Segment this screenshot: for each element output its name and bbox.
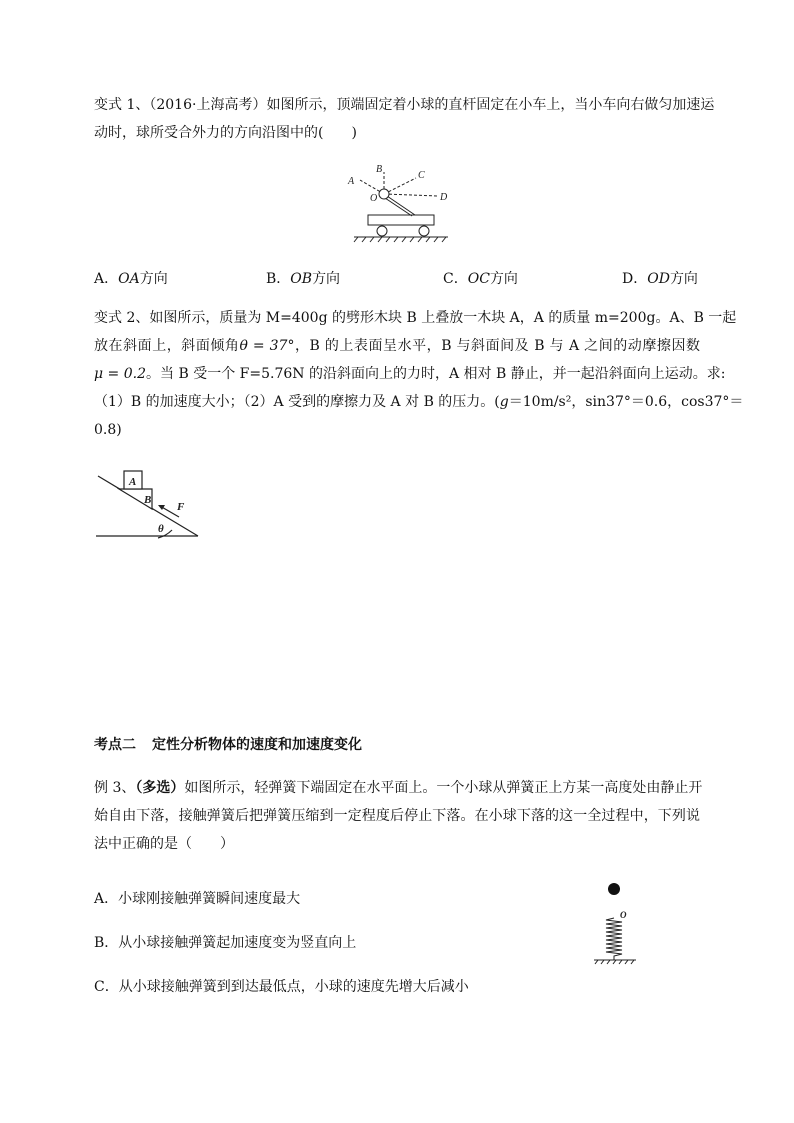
label-a: A xyxy=(129,476,137,488)
label-d: D xyxy=(440,192,448,203)
label-b: B xyxy=(144,494,152,506)
arrow-head xyxy=(158,505,165,510)
section-title: 定性分析物体的速度和加速度变化 xyxy=(152,737,362,753)
label-c: C xyxy=(418,170,425,181)
variant1-line1: 变式 1、（2016·上海高考）如图所示，顶端固定着小球的直杆固定在小车上，当小车向右做匀加速运 xyxy=(94,97,715,113)
variant1-option-d: D．OD方向 xyxy=(622,271,698,287)
section-number: 考点二 xyxy=(94,737,136,753)
example3-line3: 法中正确的是（ ） xyxy=(94,836,234,852)
example3-option-c: C．从小球接触弹簧到到达最低点，小球的速度先增大后减小 xyxy=(94,979,469,995)
variant2-line5: 0.8) xyxy=(94,422,122,438)
cart-figure xyxy=(340,158,470,246)
label-a: A xyxy=(348,176,355,187)
spring-figure xyxy=(586,876,642,968)
example3-option-b: B．从小球接触弹簧起加速度变为竖直向上 xyxy=(94,935,357,951)
label-o: O xyxy=(370,193,378,204)
ball xyxy=(608,883,620,895)
spring xyxy=(606,918,622,960)
variant1-question xyxy=(94,91,715,147)
example3-option-a: A．小球刚接触弹簧瞬间速度最大 xyxy=(94,891,301,907)
variant2-line3: μ = 0.2。当 B 受一个 F=5.76N 的沿斜面向上的力时，A 相对 B 静止，并一起沿斜面向上运动。求: xyxy=(94,366,726,382)
incline-figure xyxy=(94,464,206,540)
variant1-option-c: C．OC方向 xyxy=(443,271,518,287)
cart-body xyxy=(368,215,434,225)
line-od xyxy=(384,194,438,196)
example3-question xyxy=(94,774,703,858)
variant2-line2: 放在斜面上，斜面倾角θ = 37°，B 的上表面呈水平，B 与斜面间及 B 与 A 之间的动摩擦因数 xyxy=(94,338,700,354)
wheel-right xyxy=(419,226,429,236)
label-f: F xyxy=(177,501,185,513)
variant2-line1: 变式 2、如图所示，质量为 M=400g 的劈形木块 B 上叠放一木块 A，A 的质量 m=200g。A、B 一起 xyxy=(94,310,737,326)
variant2-line4: （1）B 的加速度大小；（2）A 受到的摩擦力及 A 对 B 的压力。(g＝10m/s²，sin37°＝0.6，cos37°＝ xyxy=(94,394,744,410)
theta-equation: θ = 37° xyxy=(239,338,295,354)
label-o: O xyxy=(620,910,627,920)
rod-edge xyxy=(387,196,415,215)
variant2-question xyxy=(94,304,744,444)
wheel-left xyxy=(377,226,387,236)
rod xyxy=(385,198,412,216)
example3-line1: 例 3、（多选）如图所示，轻弹簧下端固定在水平面上。一个小球从弹簧正上方某一高度处由静止开 xyxy=(94,780,703,796)
label-theta: θ xyxy=(158,523,164,535)
section-heading xyxy=(94,734,362,754)
label-b: B xyxy=(376,164,383,175)
multi-select-tag: （多选） xyxy=(135,780,185,796)
variant1-line2: 动时，球所受合外力的方向沿图中的( ) xyxy=(94,125,357,141)
example3-line2: 始自由下落，接触弹簧后把弹簧压缩到一定程度后停止下落。在小球下落的这一全过程中，下列说 xyxy=(94,808,700,824)
variant1-option-a: A．OA方向 xyxy=(94,271,168,287)
ball xyxy=(379,189,389,199)
variant1-option-b: B．OB方向 xyxy=(266,271,341,287)
mu-equation: μ = 0.2 xyxy=(94,366,146,382)
